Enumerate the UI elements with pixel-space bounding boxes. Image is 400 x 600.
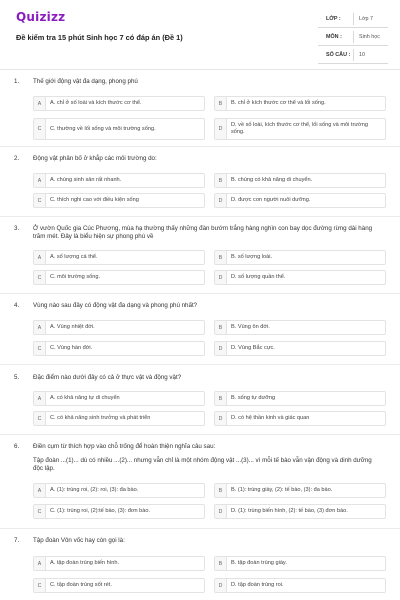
option-text: C. tập đoàn trùng sốt rét. xyxy=(50,582,112,588)
divider xyxy=(0,364,400,365)
answer-option-b[interactable] xyxy=(214,556,386,571)
option-text: C. Vùng hàn đới. xyxy=(50,345,93,351)
option-letter: C xyxy=(34,342,46,355)
option-letter: D xyxy=(215,342,227,355)
option-text: D. có hệ thần kinh và giác quan xyxy=(231,415,310,421)
option-letter: D xyxy=(215,505,227,518)
option-text: A. (1): trùng roi, (2): roi, (3): đa bào. xyxy=(50,487,139,493)
option-letter: B xyxy=(215,392,227,405)
option-letter: B xyxy=(215,251,227,264)
answer-option-a[interactable] xyxy=(33,391,205,406)
option-letter: D xyxy=(215,412,227,425)
option-text: B. tập đoàn trùng giày. xyxy=(231,560,287,566)
answer-option-d[interactable] xyxy=(214,118,386,140)
meta-value: Sinh học xyxy=(359,34,380,40)
option-text: C. (1): trùng roi, (2):tế bào, (3): đơn bào. xyxy=(50,508,151,514)
option-letter: A xyxy=(34,97,46,110)
option-text: A. chỉ ở số loài và kích thước cơ thể. xyxy=(50,100,142,106)
option-letter: D xyxy=(215,119,227,139)
meta-label: LỚP : xyxy=(326,16,341,22)
answer-option-a[interactable] xyxy=(33,483,205,498)
answer-option-d[interactable] xyxy=(214,504,386,519)
option-text: B. chỉ ở kích thước cơ thể và lối sống. xyxy=(231,100,326,106)
answer-option-b[interactable] xyxy=(214,96,386,111)
option-text: A. chúng sinh sản rất nhanh. xyxy=(50,177,122,183)
option-text: A. Vùng nhiệt đới. xyxy=(50,324,95,330)
divider xyxy=(0,146,400,147)
answer-option-d[interactable] xyxy=(214,193,386,208)
option-text: A. tập đoàn trùng biến hình. xyxy=(50,560,120,566)
option-text: B. sống tự dưỡng xyxy=(231,395,276,401)
divider xyxy=(0,528,400,529)
option-text: D. được con người nuôi dưỡng. xyxy=(231,197,311,203)
option-letter: B xyxy=(215,321,227,334)
answer-option-c[interactable] xyxy=(33,504,205,519)
meta-label: MÔN : xyxy=(326,34,342,40)
option-letter: C xyxy=(34,271,46,284)
divider xyxy=(0,69,400,70)
meta-value: 10 xyxy=(359,52,365,58)
answer-option-a[interactable] xyxy=(33,320,205,335)
option-text: C. có khả năng sinh trưởng và phát triển xyxy=(50,415,151,421)
question-number: 4. xyxy=(14,302,20,309)
answer-option-c[interactable] xyxy=(33,193,205,208)
answer-option-c[interactable] xyxy=(33,411,205,426)
answer-option-b[interactable] xyxy=(214,391,386,406)
option-letter: B xyxy=(215,557,227,570)
option-letter: A xyxy=(34,251,46,264)
question-text: Động vật phân bố ở khắp các môi trường do: xyxy=(33,155,157,162)
page-title: Đề kiểm tra 15 phút Sinh học 7 có đáp án (Đề 1) xyxy=(16,33,183,42)
answer-option-a[interactable] xyxy=(33,96,205,111)
option-text: C. thích nghi cao với điều kiện sống xyxy=(50,197,139,203)
meta-label: SỐ CÂU : xyxy=(326,52,351,58)
question-number: 7. xyxy=(14,537,20,544)
option-letter: D xyxy=(215,579,227,592)
question-number: 5. xyxy=(14,374,20,381)
option-letter: D xyxy=(215,271,227,284)
question-text: Ở vườn Quốc gia Cúc Phương, mùa hạ thường thấy những đàn bướm trắng hàng nghìn con bay dọc đường rừng dài hàng trăm mét. Đây là biểu hiện sự phong phú về xyxy=(33,225,373,241)
question-passage: Tập đoàn ...(1)... dù có nhiều ...(2)... nhưng vẫn chỉ là một nhóm động vật ...(3)... vì mỗi tế bào vẫn vận động và dinh dưỡng độc lập. xyxy=(33,457,372,473)
option-letter: B xyxy=(215,484,227,497)
answer-option-a[interactable] xyxy=(33,556,205,571)
option-letter: C xyxy=(34,194,46,207)
option-text: D. về số loài, kích thước cơ thể, lối sống và môi trường sống. xyxy=(231,122,368,135)
answer-option-c[interactable] xyxy=(33,341,205,356)
option-text: B. chúng có khả năng di chuyển. xyxy=(231,177,313,183)
question-number: 3. xyxy=(14,225,20,232)
answer-option-c[interactable] xyxy=(33,118,205,140)
option-text: D. Vùng Bắc cực. xyxy=(231,345,275,351)
answer-option-d[interactable] xyxy=(214,578,386,593)
option-text: B. (1): trùng giày, (2): tế bào, (3): đa bào. xyxy=(231,487,333,493)
option-letter: A xyxy=(34,557,46,570)
option-text: D. (1): trùng biến hình, (2): tế bào, (3) đơn bào. xyxy=(231,508,348,514)
question-number: 6. xyxy=(14,443,20,450)
answer-option-d[interactable] xyxy=(214,270,386,285)
option-text: D. số lượng quần thể. xyxy=(231,274,286,280)
question-text: Vùng nào sau đây có động vật đa dạng và phong phú nhất? xyxy=(33,302,198,309)
option-letter: C xyxy=(34,412,46,425)
option-text: A. số lượng cá thể. xyxy=(50,254,98,260)
question-text: Điền cụm từ thích hợp vào chỗ trống để hoàn thiện nghĩa câu sau: xyxy=(33,443,216,450)
question-text: Đặc điểm nào dưới đây có cả ở thực vật và động vật? xyxy=(33,374,182,381)
divider xyxy=(0,216,400,217)
meta-row-count xyxy=(318,46,388,64)
option-letter: A xyxy=(34,321,46,334)
option-letter: C xyxy=(34,119,46,139)
divider xyxy=(0,434,400,435)
quizizz-logo: Quizizz xyxy=(16,10,66,24)
question-number: 2. xyxy=(14,155,20,162)
option-text: C. thường về lối sống và môi trường sống. xyxy=(50,125,156,132)
option-letter: C xyxy=(34,505,46,518)
option-letter: B xyxy=(215,97,227,110)
option-text: A. có khả năng tự di chuyển xyxy=(50,395,120,401)
option-letter: B xyxy=(215,174,227,187)
option-text: B. số lượng loài. xyxy=(231,254,272,260)
answer-option-a[interactable] xyxy=(33,173,205,188)
page-header xyxy=(0,0,400,70)
answer-option-b[interactable] xyxy=(214,320,386,335)
answer-option-c[interactable] xyxy=(33,270,205,285)
answer-option-b[interactable] xyxy=(214,483,386,498)
meta-value: Lớp 7 xyxy=(359,16,374,22)
answer-option-d[interactable] xyxy=(214,411,386,426)
option-text: C. môi trường sống. xyxy=(50,274,101,280)
meta-panel xyxy=(318,10,388,64)
answer-option-b[interactable] xyxy=(214,173,386,188)
option-letter: D xyxy=(215,194,227,207)
answer-option-d[interactable] xyxy=(214,341,386,356)
divider xyxy=(0,293,400,294)
option-text: B. Vùng ôn đới. xyxy=(231,324,270,330)
option-letter: C xyxy=(34,579,46,592)
question-number: 1. xyxy=(14,78,20,85)
answer-option-c[interactable] xyxy=(33,578,205,593)
question-text: Thế giới động vật đa dạng, phong phú xyxy=(33,78,138,85)
question-text: Tập đoàn Vôn vốc hay còn gọi là: xyxy=(33,537,125,544)
option-text: D. tập đoàn trùng roi. xyxy=(231,582,284,588)
meta-row-class xyxy=(318,10,388,28)
meta-row-subject xyxy=(318,28,388,46)
option-letter: A xyxy=(34,392,46,405)
answer-option-a[interactable] xyxy=(33,250,205,265)
option-letter: A xyxy=(34,484,46,497)
answer-option-b[interactable] xyxy=(214,250,386,265)
option-letter: A xyxy=(34,174,46,187)
